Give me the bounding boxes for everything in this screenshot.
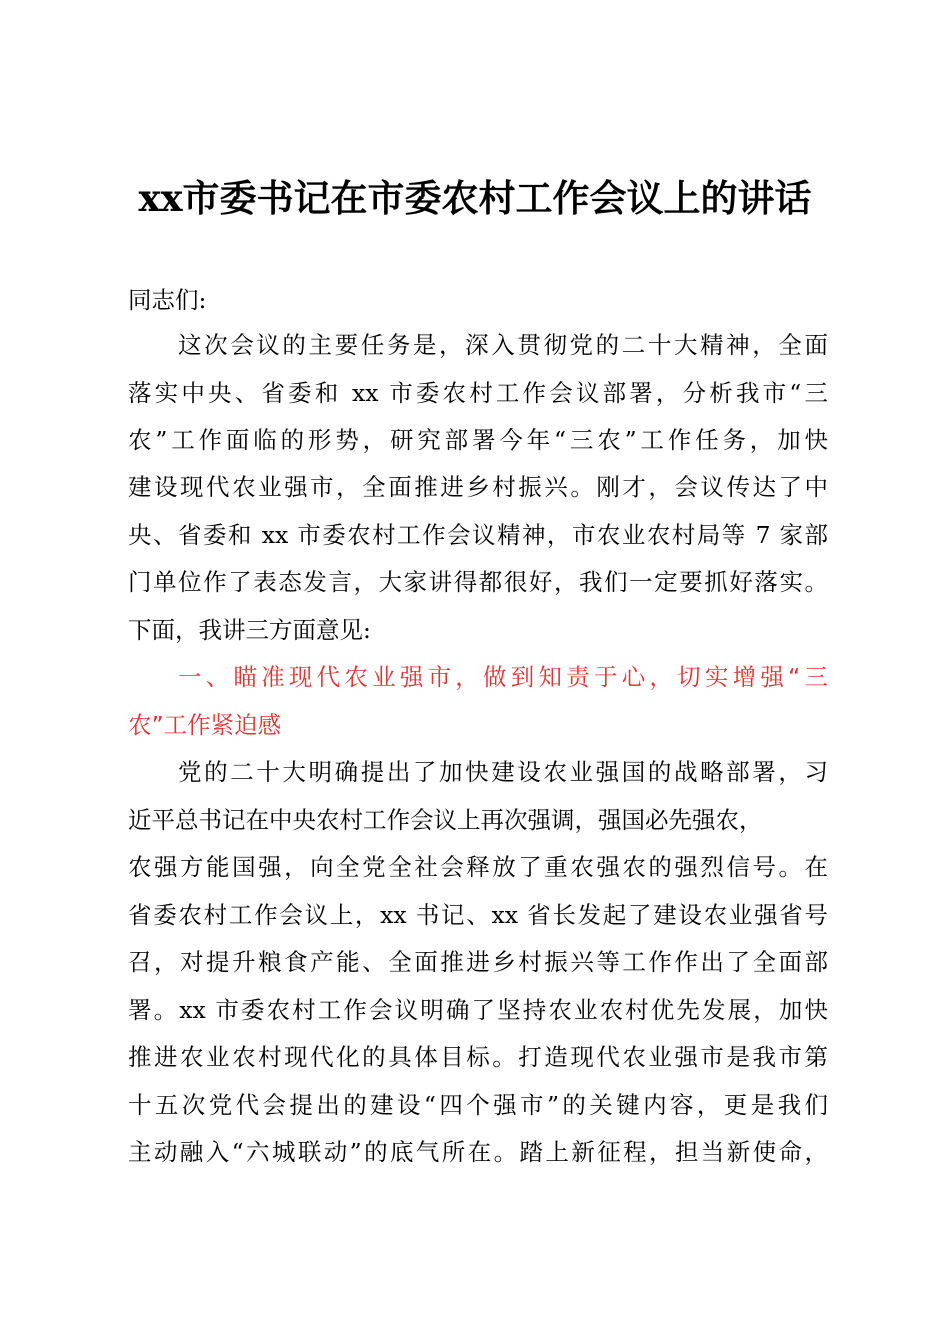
paragraph-line: 召，对提升粮食产能、全面推进乡村振兴等工作作出了全面部 [128,948,828,976]
paragraph-line: 十五次党代会提出的建设“四个强市”的关键内容，更是我们 [128,1091,828,1119]
paragraph-line: 党的二十大明确提出了加快建设农业强国的战略部署，习 [178,758,828,786]
paragraph-line: 署。xx 市委农村工作会议明确了坚持农业农村优先发展，加快 [128,996,828,1024]
heading-line: 农”工作紧迫感 [128,711,282,739]
paragraph-line: 推进农业农村现代化的具体目标。打造现代农业强市是我市第 [128,1043,828,1071]
heading-line: 一、瞄准现代农业强市，做到知责于心，切实增强“三 [178,663,828,691]
paragraph-line: 门单位作了表态发言，大家讲得都很好，我们一定要抓好落实。 [128,568,828,596]
paragraph-line: 农强方能国强，向全党全社会释放了重农强农的强烈信号。在 [128,853,828,881]
paragraph-line: 建设现代农业强市，全面推进乡村振兴。刚才，会议传达了中 [128,473,828,501]
paragraph-line: 近平总书记在中央农村工作会议上再次强调，强国必先强农， [128,806,763,834]
paragraph-line: 下面，我讲三方面意见: [128,616,371,644]
paragraph-line: 央、省委和 xx 市委农村工作会议精神，市农业农村局等 7 家部 [128,521,828,549]
salutation: 同志们: [128,286,207,314]
paragraph-line: 落实中央、省委和 xx 市委农村工作会议部署，分析我市“三 [128,379,828,407]
paragraph-line: 这次会议的主要任务是，深入贯彻党的二十大精神，全面 [178,331,828,359]
paragraph-line: 省委农村工作会议上，xx 书记、xx 省长发起了建设农业强省号 [128,901,828,929]
document-title: xx市委书记在市委农村工作会议上的讲话 [138,176,812,220]
paragraph-line: 主动融入“六城联动”的底气所在。踏上新征程，担当新使命， [128,1138,828,1166]
paragraph-line: 农”工作面临的形势，研究部署今年“三农”工作任务，加快 [128,426,828,454]
